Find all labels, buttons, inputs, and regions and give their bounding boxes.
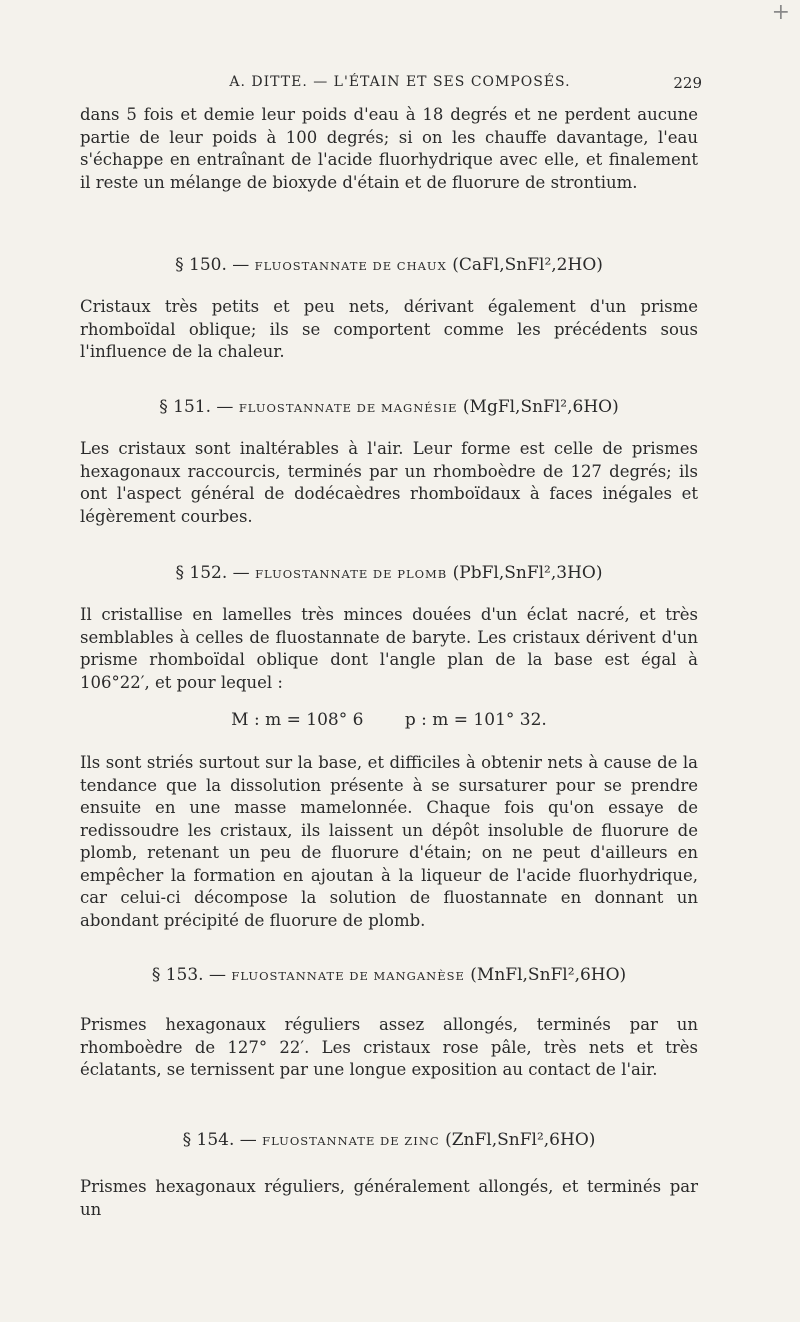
formula-m: M : m = 108° 6: [231, 710, 364, 730]
section-title-151: [80, 397, 698, 417]
section-title-152: [80, 563, 698, 583]
intro-paragraph: dans 5 fois et demie leur poids d'eau à 18 degrés et ne perdent aucune partie de leur poids à 100 degrés; si on les chauffe davantage, l'eau s'échappe en entraînant de l'acide fluorhydrique avec elle, et finalement il reste un mélange de bioxyde d'étain et de fluorure de strontium.: [80, 105, 698, 192]
page-header: [0, 72, 800, 96]
section-name: FLUOSTANNATE DE ZINC: [262, 1134, 440, 1148]
section-name: FLUOSTANNATE DE MAGNÉSIE: [238, 401, 458, 415]
section-title-153: [80, 965, 698, 985]
section-number: § 153. —: [151, 965, 226, 985]
section-formula: (PbFl,SnFl²,3HO): [452, 563, 603, 583]
section-150-paragraph: Cristaux très petits et peu nets, dérivant également d'un prisme rhomboïdal oblique; ils se comportent comme les précédents sous l'influence de la chaleur.: [80, 297, 698, 361]
section-formula: (MnFl,SnFl²,6HO): [470, 965, 627, 985]
section-154-paragraph: Prismes hexagonaux réguliers, généralement allongés, et terminés par un: [80, 1177, 698, 1219]
section-name: FLUOSTANNATE DE PLOMB: [255, 567, 448, 581]
corner-mark: +: [771, 0, 790, 25]
page-number: 229: [673, 74, 702, 92]
section-formula: (CaFl,SnFl²,2HO): [452, 255, 603, 275]
section-number: § 152. —: [175, 563, 250, 583]
running-head: A. DITTE. — L'ÉTAIN ET SES COMPOSÉS.: [229, 74, 571, 90]
section-formula: (ZnFl,SnFl²,6HO): [445, 1130, 596, 1150]
section-number: § 151. —: [159, 397, 234, 417]
angle-formulas: [80, 710, 698, 730]
section-152-paragraph-2: Ils sont striés surtout sur la base, et difficiles à obtenir nets à cause de la tendance que la dissolution présente à se sursaturer pour se prendre ensuite en une masse mamelonnée. Chaque fois qu'on essaye de redissoudre les cristaux, ils laissent un dépôt insoluble de fluorure de plomb, retenant un peu de fluorure d'étain; on ne peut d'ailleurs en empêcher la formation en ajoutan à la liqueur de l'acide fluorhydrique, car celui-ci décompose la solution de fluostannate en donnant un abondant précipité de fluorure de plomb.: [80, 753, 698, 930]
formula-p: p : m = 101° 32.: [404, 710, 547, 730]
section-name: FLUOSTANNATE DE CHAUX: [254, 259, 447, 273]
section-152-paragraph-1: Il cristallise en lamelles très minces douées d'un éclat nacré, et très semblables à celles de fluostannate de baryte. Les cristaux dérivent d'un prisme rhomboïdal oblique dont l'angle plan de la base est égal à 106°22′, et pour lequel :: [80, 605, 698, 692]
section-number: § 150. —: [175, 255, 250, 275]
section-number: § 154. —: [182, 1130, 257, 1150]
section-title-150: [80, 255, 698, 275]
section-title-154: [80, 1130, 698, 1150]
section-151-paragraph: Les cristaux sont inaltérables à l'air. Leur forme est celle de prismes hexagonaux raccourcis, terminés par un rhomboèdre de 127 degrés; ils ont l'aspect général de dodécaèdres rhomboïdaux à faces inégales et légèrement courbes.: [80, 439, 698, 526]
section-name: FLUOSTANNATE DE MANGANÈSE: [231, 969, 465, 983]
section-153-paragraph: Prismes hexagonaux réguliers assez allongés, terminés par un rhomboèdre de 127° 22′. Les cristaux rose pâle, très nets et très éclatants, se ternissent par une longue exposition au contact de l'air.: [80, 1015, 698, 1079]
section-formula: (MgFl,SnFl²,6HO): [462, 397, 619, 417]
